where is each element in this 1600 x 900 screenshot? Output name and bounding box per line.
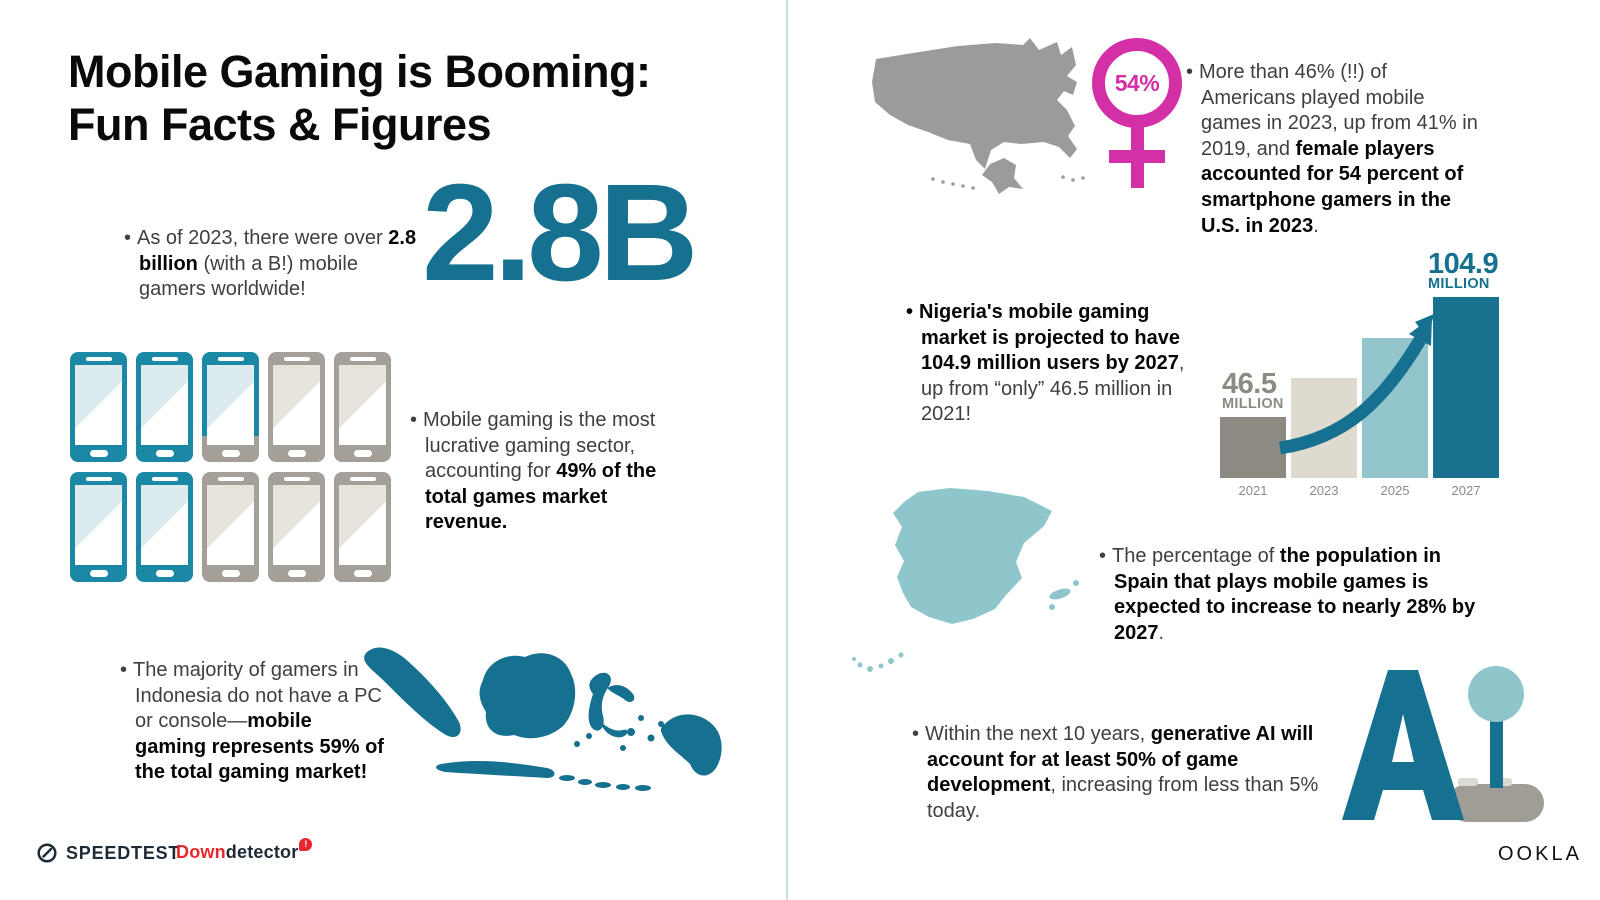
phone-home-button [90, 450, 108, 457]
phone-grid [70, 352, 391, 582]
fact-ai-pre: Within the next 10 years, [925, 723, 1151, 745]
center-divider [786, 0, 788, 900]
fact-usa-post: . [1313, 214, 1319, 237]
fact-spain [1099, 544, 1494, 646]
bullet-marker: • [124, 227, 132, 249]
usa-54-percent-badge: 54% [1114, 69, 1160, 96]
phone-speaker [218, 477, 244, 481]
fact-spain-pre: The percentage of [1112, 545, 1280, 567]
bullet-marker: • [1099, 545, 1107, 567]
chart-year-label: 2023 [1309, 483, 1339, 498]
fact-revenue-pre: Mobile gaming is the most lucrative gaming sector, accounting for [423, 409, 656, 483]
phone-icon [268, 352, 325, 462]
chart-annotation-value: 46.5 [1222, 367, 1277, 400]
phone-screen [273, 365, 320, 445]
fact-nigeria-bold: Nigeria's mobile gaming market is projected to have 104.9 million users by 2027 [919, 301, 1180, 375]
gauge-icon [36, 842, 58, 864]
fact-worldwide-bold: 2.8 billion [139, 227, 417, 275]
phone-home-button [354, 450, 372, 457]
phone-icon [202, 472, 259, 582]
chart-bar [1433, 297, 1499, 478]
joystick-stick [1490, 712, 1503, 788]
joystick-ball [1468, 666, 1524, 722]
phone-home-button [288, 570, 306, 577]
phone-home-button [90, 570, 108, 577]
phone-screen [273, 485, 320, 565]
page-title-line1: Mobile Gaming is Booming: [68, 46, 651, 97]
fact-revenue-bold: 49% of the total games market revenue. [425, 460, 657, 534]
phone-screen [339, 485, 386, 565]
phone-speaker [350, 357, 376, 361]
letter-a [1342, 670, 1464, 820]
page-title-line2: Fun Facts & Figures [68, 98, 492, 150]
bullet-marker: • [1186, 61, 1194, 83]
phone-screen [75, 365, 122, 445]
phone-home-button [222, 570, 240, 577]
chart-year-label: 2021 [1238, 483, 1268, 498]
page-title [68, 46, 651, 151]
fact-usa-pre: More than 46% (!!) of Americans played mobile games in 2023, up from 41% in 2019, and [1199, 61, 1478, 160]
phone-speaker [152, 357, 178, 361]
chart-year-label: 2025 [1380, 483, 1410, 498]
phone-speaker [284, 357, 310, 361]
fact-ai-post: , increasing from less than 5% today. [927, 774, 1319, 822]
indonesia-map [345, 636, 725, 821]
phone-home-button [222, 450, 240, 457]
phone-speaker [218, 357, 244, 361]
fact-indonesia-pre: The majority of gamers in Indonesia do not have a PC or console— [133, 659, 382, 733]
speedtest-logo [36, 842, 180, 864]
fact-usa [1186, 60, 1485, 239]
fact-revenue [410, 408, 683, 536]
venus-symbol-ring [1092, 38, 1182, 128]
fact-indonesia-bold: mobile gaming represents 59% of the total gaming market! [135, 710, 384, 784]
phone-icon [334, 352, 391, 462]
phone-speaker [86, 357, 112, 361]
ai-graphic [1330, 652, 1548, 824]
female-symbol [1092, 38, 1186, 190]
speedtest-label: SPEEDTEST [66, 842, 181, 863]
phone-screen [207, 365, 254, 445]
phone-speaker [86, 477, 112, 481]
joystick-button [1458, 778, 1478, 786]
nigeria-users-bar-chart [1220, 246, 1499, 498]
phone-screen [141, 365, 188, 445]
phone-icon [136, 472, 193, 582]
spain-map [846, 466, 1096, 684]
fact-ai-bold: generative AI will account for at least 50% of game development [927, 723, 1314, 797]
ookla-logo: OOKLA [1498, 843, 1582, 865]
fact-usa-bold: female players accounted for 54 percent of smartphone gamers in the U.S. in 2023 [1201, 137, 1464, 237]
fact-worldwide-pre: As of 2023, there were over [137, 227, 389, 249]
bullet-marker: • [912, 723, 920, 745]
chart-annotation-value: 104.9 [1428, 247, 1499, 280]
phone-icon [202, 352, 259, 462]
phone-speaker [152, 477, 178, 481]
chart-annotation-2027 [1428, 247, 1499, 293]
phone-screen [339, 365, 386, 445]
phone-home-button [156, 570, 174, 577]
downdetector-logo [176, 839, 312, 863]
venus-symbol-crossbar [1109, 150, 1165, 163]
big-stat-2-8b: 2.8B [422, 156, 694, 310]
fact-ai [912, 722, 1321, 824]
phone-home-button [288, 450, 306, 457]
chart-annotation-unit: MILLION [1222, 396, 1284, 413]
phone-icon [136, 352, 193, 462]
phone-icon [70, 352, 127, 462]
chart-year-label: 2027 [1451, 483, 1481, 498]
phone-speaker [284, 477, 310, 481]
phone-screen [207, 485, 254, 565]
phone-home-button [354, 570, 372, 577]
downdetector-detector: detector [225, 842, 299, 862]
phone-icon [268, 472, 325, 582]
bullet-marker: • [906, 301, 914, 323]
phone-screen [141, 485, 188, 565]
phone-home-button [156, 450, 174, 457]
fact-nigeria [906, 300, 1185, 428]
downdetector-down: Down [176, 842, 226, 862]
fact-spain-bold: the population in Spain that plays mobile games is expected to increase to nearly 28% by 2027 [1114, 545, 1476, 644]
phone-icon [70, 472, 127, 582]
bullet-marker: • [120, 659, 128, 681]
phone-icon [334, 472, 391, 582]
fact-worldwide [124, 226, 427, 303]
phone-speaker [350, 477, 376, 481]
fact-spain-post: . [1158, 621, 1165, 644]
chart-annotation-2021 [1222, 367, 1284, 413]
growth-arrow-icon [1276, 290, 1441, 455]
phone-screen [75, 485, 122, 565]
fact-nigeria-post: , up from “only” 46.5 million in 2021! [921, 352, 1185, 426]
bullet-marker: • [410, 409, 418, 431]
exclamation-badge-icon: ! [299, 838, 312, 851]
fact-worldwide-post: (with a B!) mobile gamers worldwide! [139, 252, 358, 301]
chart-annotation-unit: MILLION [1428, 276, 1490, 293]
chart-bar-column [1433, 297, 1499, 498]
